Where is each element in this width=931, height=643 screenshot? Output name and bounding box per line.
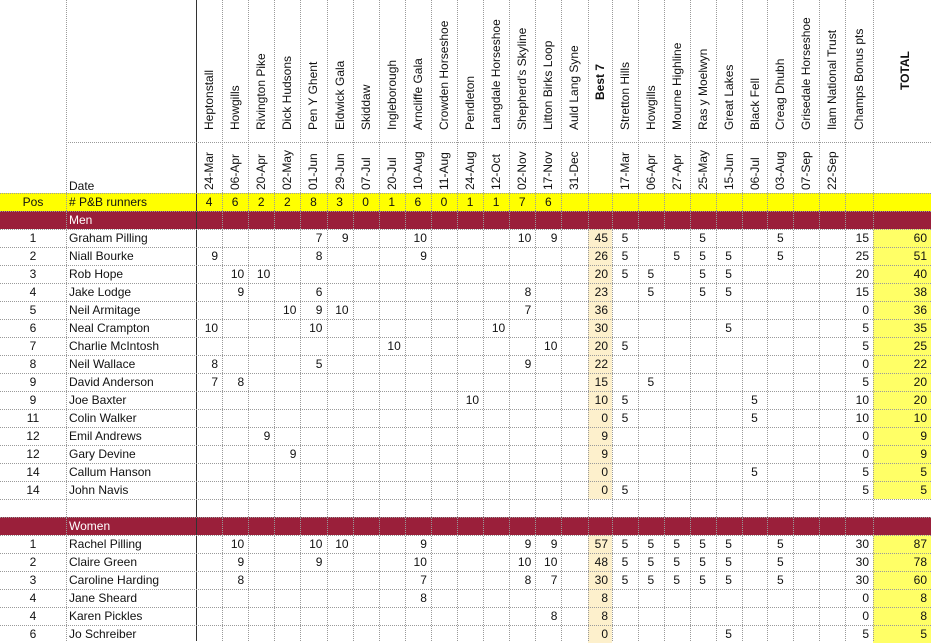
total-header: TOTAL <box>898 51 912 90</box>
race-date-header-3: 02-May <box>280 149 295 190</box>
pos-header: Pos <box>22 195 44 209</box>
champ-name-header-0: Stretton Hills <box>618 61 632 130</box>
race-score: 7 <box>524 303 532 317</box>
race-score: 7 <box>315 231 323 245</box>
bonus-points: 0 <box>862 609 869 623</box>
bonus-points: 15 <box>855 231 869 245</box>
best7-score: 48 <box>594 555 608 569</box>
race-score: 8 <box>237 375 245 389</box>
race-name-header-6: Skiddaw <box>358 84 373 130</box>
race-score: 10 <box>517 555 532 569</box>
bonus-points: 0 <box>862 429 869 443</box>
race-name-header-11: Langdale Horseshoe <box>489 19 504 130</box>
champ-score: 5 <box>621 573 629 587</box>
bonus-points: 0 <box>862 357 869 371</box>
champ-name-header-2: Mourne Highline <box>669 42 684 130</box>
bonus-points: 5 <box>862 339 869 353</box>
champ-score: 5 <box>647 267 655 281</box>
runners-count: 1 <box>388 195 396 209</box>
row-position: 6 <box>29 321 37 335</box>
champ-name-header-1: Howgills <box>643 85 658 130</box>
race-score: 9 <box>550 537 558 551</box>
runner-name: Karen Pickles <box>69 609 143 623</box>
total-score: 8 <box>920 591 927 605</box>
race-score: 9 <box>263 429 271 443</box>
race-score: 10 <box>544 555 558 569</box>
runner-name: Neil Wallace <box>69 357 136 371</box>
runner-name: Neal Crampton <box>69 321 150 335</box>
runner-name: Caroline Harding <box>69 573 160 587</box>
race-score: 8 <box>524 573 532 587</box>
runners-count: 6 <box>414 195 422 209</box>
race-score: 9 <box>420 249 427 263</box>
row-position: 4 <box>29 591 37 605</box>
race-score: 9 <box>289 447 297 461</box>
grid-column-line <box>819 0 820 641</box>
bonus-points: 25 <box>855 249 869 263</box>
runner-name: Neil Armitage <box>69 303 141 317</box>
total-score: 8 <box>920 609 927 623</box>
champ-name-header-6: Creag Dhubh <box>773 58 788 130</box>
champ-date-header-0: 17-Mar <box>618 151 632 190</box>
best7-score: 36 <box>594 303 608 317</box>
race-name-header-0: Heptonstall <box>202 69 216 130</box>
race-date-header-7: 20-Jul <box>384 157 399 190</box>
total-score: 9 <box>920 447 927 461</box>
race-score: 9 <box>420 537 427 551</box>
runners-count: 1 <box>466 195 474 209</box>
race-score: 6 <box>315 285 323 299</box>
race-score: 8 <box>237 573 245 587</box>
runners-count: 4 <box>205 195 213 209</box>
race-name-header-4: Pen Y Ghent <box>306 61 321 130</box>
row-position: 14 <box>26 483 40 497</box>
runners-count: 0 <box>362 195 369 209</box>
champ-date-header-7: 07-Sep <box>799 151 814 190</box>
champ-name-header-3: Ras y Moelwyn <box>695 48 710 130</box>
total-score: 87 <box>913 537 927 551</box>
bonus-points: 5 <box>862 483 869 497</box>
race-score: 10 <box>387 339 401 353</box>
champ-name-header-8: Ilam National Trust <box>825 29 840 130</box>
champ-score: 5 <box>699 555 706 569</box>
total-score: 36 <box>913 303 927 317</box>
runners-count: 2 <box>284 195 291 209</box>
race-date-header-0: 24-Mar <box>202 151 216 190</box>
champ-score: 5 <box>673 555 681 569</box>
race-date-header-12: 02-Nov <box>515 151 530 190</box>
best7-score: 26 <box>594 249 608 263</box>
best7-header: Best 7 <box>593 63 607 100</box>
champ-score: 5 <box>699 285 706 299</box>
best7-score: 57 <box>594 537 608 551</box>
grid-column-line <box>353 0 354 641</box>
champ-score: 5 <box>776 573 784 587</box>
race-score: 10 <box>230 267 245 281</box>
race-score: 8 <box>550 609 558 623</box>
champ-date-header-3: 25-May <box>695 149 710 190</box>
race-date-header-2: 20-Apr <box>254 153 269 190</box>
runner-name: Rachel Pilling <box>69 537 142 551</box>
champ-date-header-8: 22-Sep <box>825 151 840 190</box>
champ-score: 5 <box>699 231 706 245</box>
total-score: 20 <box>913 393 927 407</box>
champ-score: 5 <box>621 483 629 497</box>
total-score: 35 <box>913 321 927 335</box>
grid-column-line <box>431 0 432 641</box>
row-position: 12 <box>26 447 40 461</box>
race-score: 10 <box>256 267 271 281</box>
row-position: 2 <box>29 555 37 569</box>
best7-score: 15 <box>594 375 608 389</box>
champ-score: 5 <box>725 321 732 335</box>
row-position: 2 <box>29 249 37 263</box>
runner-name: Emil Andrews <box>69 429 142 443</box>
runners-label: # P&B runners <box>69 195 148 209</box>
champ-score: 5 <box>725 267 732 281</box>
best7-score: 23 <box>594 285 608 299</box>
total-score: 60 <box>913 573 927 587</box>
race-name-header-10: Pendleton <box>463 75 477 130</box>
champ-score: 5 <box>725 555 732 569</box>
race-date-header-13: 17-Nov <box>541 151 556 190</box>
race-score: 9 <box>315 555 323 569</box>
total-score: 20 <box>913 375 927 389</box>
bonus-points: 5 <box>862 465 869 479</box>
race-name-header-9: Crowden Horseshoe <box>436 20 451 130</box>
champ-score: 5 <box>776 249 784 263</box>
bonus-points: 0 <box>862 303 869 317</box>
bonus-points: 30 <box>855 555 869 569</box>
race-score: 9 <box>341 231 349 245</box>
best7-score: 8 <box>601 609 608 623</box>
best7-score: 9 <box>601 429 608 443</box>
champ-score: 5 <box>621 231 629 245</box>
grid-column-line <box>457 0 458 641</box>
header-divider-line <box>66 142 931 143</box>
champ-score: 5 <box>621 267 629 281</box>
race-name-header-3: Dick Hudsons <box>280 55 295 130</box>
best7-score: 30 <box>594 573 608 587</box>
race-score: 9 <box>237 555 245 569</box>
race-score: 9 <box>524 357 532 371</box>
champ-score: 5 <box>751 465 758 479</box>
runner-name: Graham Pilling <box>69 231 148 245</box>
race-name-header-1: Howgills <box>228 85 243 130</box>
runner-name: Callum Hanson <box>69 465 152 479</box>
race-score: 10 <box>465 393 480 407</box>
best7-score: 8 <box>601 591 608 605</box>
total-score: 25 <box>913 339 927 353</box>
bonus-points: 5 <box>862 321 869 335</box>
bonus-points: 30 <box>855 537 869 551</box>
best7-score: 20 <box>594 339 608 353</box>
champ-score: 5 <box>699 573 706 587</box>
champ-score: 5 <box>725 627 732 641</box>
total-score: 5 <box>920 627 927 641</box>
race-date-header-4: 01-Jun <box>306 153 321 190</box>
runner-name: David Anderson <box>69 375 154 389</box>
race-date-header-5: 29-Jun <box>332 153 347 190</box>
champ-score: 5 <box>725 537 732 551</box>
champ-score: 5 <box>621 249 629 263</box>
race-score: 7 <box>550 573 558 587</box>
race-score: 10 <box>204 321 219 335</box>
total-score: 22 <box>913 357 927 371</box>
row-position: 9 <box>29 375 37 389</box>
row-position: 4 <box>29 609 37 623</box>
race-score: 8 <box>524 285 532 299</box>
total-score: 51 <box>913 249 927 263</box>
row-position: 8 <box>29 357 37 371</box>
best7-score: 22 <box>594 357 608 371</box>
race-date-header-1: 06-Apr <box>228 153 243 190</box>
race-name-header-5: Eldwick Gala <box>332 60 347 130</box>
champ-score: 5 <box>647 537 655 551</box>
total-score: 38 <box>913 285 927 299</box>
race-score: 9 <box>524 537 532 551</box>
bonus-points: 10 <box>855 411 869 425</box>
grid-column-line <box>274 0 275 641</box>
runners-count: 7 <box>518 195 526 209</box>
runner-name: Jo Schreiber <box>69 627 137 641</box>
race-score: 5 <box>315 357 323 371</box>
race-date-header-6: 07-Jul <box>358 157 373 190</box>
champ-score: 5 <box>673 249 681 263</box>
champ-score: 5 <box>673 537 681 551</box>
grid-column-line <box>379 0 380 641</box>
race-score: 10 <box>413 231 427 245</box>
race-score: 10 <box>335 537 349 551</box>
runners-count <box>561 193 587 211</box>
bonus-points: 10 <box>855 393 869 407</box>
champ-score: 5 <box>647 573 655 587</box>
champ-score: 5 <box>647 285 655 299</box>
champ-date-header-4: 15-Jun <box>721 153 736 190</box>
row-position: 1 <box>29 231 37 245</box>
row-position: 11 <box>26 411 40 425</box>
runners-count: 8 <box>310 195 317 209</box>
row-position: 12 <box>26 429 40 443</box>
champ-score: 5 <box>621 411 629 425</box>
runners-count: 6 <box>231 195 239 209</box>
total-score: 5 <box>920 483 927 497</box>
race-score: 10 <box>517 231 532 245</box>
champ-score: 5 <box>699 267 706 281</box>
race-name-header-12: Shepherd's Skyline <box>515 27 530 130</box>
best7-score: 0 <box>601 411 608 425</box>
race-score: 7 <box>211 375 219 389</box>
row-position: 1 <box>29 537 37 551</box>
champ-score: 5 <box>621 537 629 551</box>
race-name-header-2: Rivington Pike <box>254 53 269 130</box>
row-position: 9 <box>29 393 37 407</box>
bonus-points: 20 <box>855 267 869 281</box>
grid-column-line <box>742 0 743 641</box>
row-position: 5 <box>29 303 37 317</box>
bonus-points: 30 <box>855 573 869 587</box>
total-score: 9 <box>920 429 927 443</box>
race-name-header-7: Ingleborough <box>384 59 399 130</box>
bonus-points: 5 <box>862 627 869 641</box>
bonus-points: 0 <box>862 591 869 605</box>
champ-date-header-1: 06-Apr <box>643 153 658 190</box>
race-name-header-14: Auld Lang Syne <box>567 45 582 130</box>
bonus-points: 15 <box>855 285 869 299</box>
row-position: 7 <box>29 339 37 353</box>
best7-score: 0 <box>601 483 608 497</box>
row-position: 3 <box>29 267 37 281</box>
runners-count: 2 <box>257 195 265 209</box>
champ-score: 5 <box>725 573 732 587</box>
race-score: 7 <box>420 573 427 587</box>
row-position: 4 <box>29 285 37 299</box>
champ-score: 5 <box>621 555 629 569</box>
champ-score: 5 <box>725 249 732 263</box>
bonus-points: 0 <box>862 447 869 461</box>
row-position: 14 <box>26 465 40 479</box>
runners-count: 1 <box>492 195 500 209</box>
race-score: 8 <box>211 357 219 371</box>
champ-score: 5 <box>725 285 732 299</box>
runners-count: 0 <box>440 195 448 209</box>
race-score: 10 <box>309 537 323 551</box>
champ-score: 5 <box>776 537 784 551</box>
grid-row-line <box>0 499 931 500</box>
runner-name: Jane Sheard <box>69 591 138 605</box>
champ-score: 5 <box>699 249 706 263</box>
race-score: 8 <box>315 249 323 263</box>
women-section-label: Women <box>69 519 111 533</box>
bonus-points: 5 <box>862 375 869 389</box>
champ-score: 5 <box>776 231 784 245</box>
total-score: 40 <box>913 267 927 281</box>
runner-name: Jake Lodge <box>69 285 132 299</box>
race-score: 9 <box>550 231 558 245</box>
champ-name-header-5: Black Fell <box>747 77 762 130</box>
runner-name: Rob Hope <box>69 267 124 281</box>
race-score: 10 <box>413 555 427 569</box>
best7-score: 45 <box>594 231 608 245</box>
best7-score: 20 <box>594 267 608 281</box>
race-score: 10 <box>491 321 506 335</box>
runner-name: John Navis <box>69 483 129 497</box>
champ-score: 5 <box>647 555 655 569</box>
row-position: 6 <box>29 627 37 641</box>
race-date-header-11: 12-Oct <box>489 153 504 190</box>
champ-score: 5 <box>751 411 758 425</box>
total-score: 60 <box>913 231 927 245</box>
best7-score: 0 <box>601 627 608 641</box>
race-score: 10 <box>230 537 245 551</box>
champ-score: 5 <box>673 573 681 587</box>
best7-score: 10 <box>594 393 608 407</box>
runner-name: Joe Baxter <box>69 393 127 407</box>
champ-score: 5 <box>751 393 758 407</box>
race-date-header-10: 24-Aug <box>463 151 477 190</box>
race-name-header-13: Litton Birks Loop <box>541 40 556 130</box>
race-score: 9 <box>237 285 245 299</box>
bonus-header: Champs Bonus pts <box>852 28 866 130</box>
champ-score: 5 <box>621 393 629 407</box>
race-score: 9 <box>315 303 323 317</box>
champ-score: 5 <box>621 339 629 353</box>
runner-name: Claire Green <box>69 555 138 569</box>
champ-date-header-2: 27-Apr <box>669 153 684 190</box>
race-score: 10 <box>335 303 349 317</box>
total-score: 5 <box>920 465 927 479</box>
champ-date-header-5: 06-Jul <box>747 157 762 190</box>
best7-score: 9 <box>601 447 608 461</box>
runner-name: Colin Walker <box>69 411 137 425</box>
best-column-fill <box>588 499 612 517</box>
race-name-header-8: Arncliffe Gala <box>410 58 425 130</box>
race-date-header-8: 10-Aug <box>410 151 425 190</box>
champ-score: 5 <box>647 375 655 389</box>
champ-score: 5 <box>699 537 706 551</box>
row-position: 3 <box>29 573 37 587</box>
total-score: 10 <box>913 411 927 425</box>
champ-score: 5 <box>776 555 784 569</box>
total-score: 78 <box>913 555 927 569</box>
best7-score: 0 <box>601 465 608 479</box>
race-score: 8 <box>420 591 427 605</box>
best7-score: 30 <box>594 321 608 335</box>
runner-name: Niall Bourke <box>69 249 134 263</box>
race-date-header-14: 31-Dec <box>567 151 582 190</box>
runners-count: 6 <box>545 195 552 209</box>
champ-name-header-4: Great Lakes <box>721 64 736 130</box>
race-score: 9 <box>211 249 219 263</box>
race-score: 10 <box>283 303 297 317</box>
runner-name: Gary Devine <box>69 447 136 461</box>
race-date-header-9: 11-Aug <box>436 152 451 190</box>
champ-date-header-6: 03-Aug <box>773 151 788 190</box>
champ-name-header-7: Grisedale Horseshoe <box>799 17 814 130</box>
date-label: Date <box>69 179 95 193</box>
race-score: 10 <box>309 321 323 335</box>
runners-count: 3 <box>336 195 343 209</box>
men-section-label: Men <box>69 213 93 227</box>
runner-name: Charlie McIntosh <box>69 339 160 353</box>
race-score: 10 <box>544 339 558 353</box>
